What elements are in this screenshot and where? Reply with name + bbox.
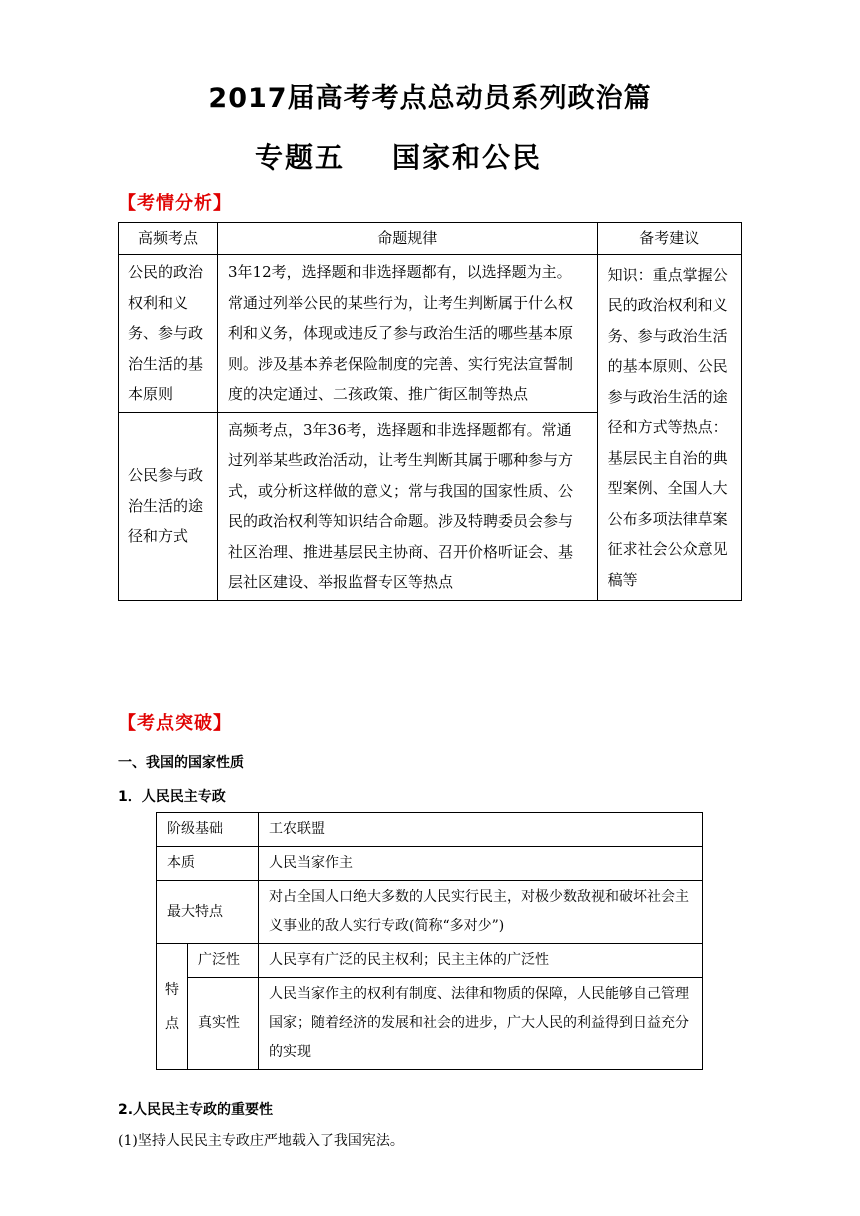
- pattern-cell: 3年12考，选择题和非选择题都有，以选择题为主。常通过列举公民的某些行为，让考生判断属于什么权利和义务，体现或违反了参与政治生活的哪些基本原则。涉及基本养老保险制度的完善、实行宪法宣誓制度的决定通过、二孩政策、推广街区制等热点: [218, 255, 598, 413]
- table-row: [157, 944, 703, 978]
- essence-label: 本质: [157, 847, 259, 881]
- truth-label: 真实性: [188, 978, 259, 1070]
- header-advice: 备考建议: [597, 223, 741, 255]
- topic-cell: 公民的政治权利和义务、参与政治生活的基本原则: [119, 255, 218, 413]
- table-row: [157, 978, 703, 1070]
- traits-label: 特点: [157, 944, 188, 1070]
- document-title: 2017届高考考点总动员系列政治篇: [208, 83, 652, 114]
- section-heading-analysis: 【考情分析】: [118, 193, 232, 214]
- essence-value: 人民当家作主: [259, 847, 703, 881]
- header-topic: 高频考点: [119, 223, 218, 255]
- breadth-label: 广泛性: [188, 944, 259, 978]
- breadth-value: 人民享有广泛的民主权利；民主主体的广泛性: [259, 944, 703, 978]
- table-row: [157, 813, 703, 847]
- topic-cell: 公民参与政治生活的途径和方式: [119, 412, 218, 600]
- table-row: [157, 881, 703, 944]
- pattern-cell: 高频考点，3年36考，选择题和非选择题都有。常通过列举某些政治活动，让考生判断其属于哪种参与方式，或分析这样做的意义；常与我国的国家性质、公民的政治权利等知识结合命题。涉及特聘委员会参与社区治理、推进基层民主协商、召开价格听证会、基层社区建设、举报监督专区等热点: [218, 412, 598, 600]
- advice-cell: 知识：重点掌握公民的政治权利和义务、参与政治生活的基本原则、公民参与政治生活的途径和方式等热点：基层民主自治的典型案例、全国人大公布多项法律草案征求社会公众意见稿等: [597, 255, 741, 601]
- heading-importance: 2.人民民主专政的重要性: [118, 1102, 274, 1118]
- table-row: [157, 847, 703, 881]
- truth-value: 人民当家作主的权利有制度、法律和物质的保障，人民能够自己管理国家；随着经济的发展和社会的进步，广大人民的利益得到日益充分的实现: [259, 978, 703, 1070]
- class-basis-label: 阶级基础: [157, 813, 259, 847]
- header-pattern: 命题规律: [218, 223, 598, 255]
- feature-label: 最大特点: [157, 881, 259, 944]
- paragraph-constitution: (1)坚持人民民主专政庄严地载入了我国宪法。: [118, 1133, 404, 1149]
- table-row: [119, 255, 742, 413]
- analysis-table: [118, 222, 742, 601]
- heading-peoples-dictatorship: 1．人民民主专政: [118, 789, 226, 805]
- analysis-table-header-row: [119, 223, 742, 255]
- dictatorship-table: [156, 812, 703, 1070]
- feature-value: 对占全国人口绝大多数的人民实行民主，对极少数敌视和破坏社会主义事业的敌人实行专政(简称“多对少”): [259, 881, 703, 944]
- document-subtitle: 专题五 国家和公民: [255, 141, 542, 174]
- section-heading-breakthrough: 【考点突破】: [118, 713, 232, 734]
- class-basis-value: 工农联盟: [259, 813, 703, 847]
- heading-state-nature: 一、我国的国家性质: [118, 755, 244, 771]
